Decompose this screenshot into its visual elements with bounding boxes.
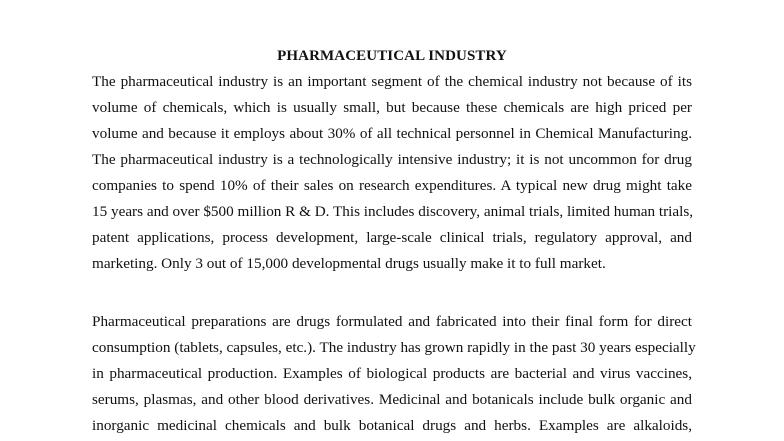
- paragraph-1-line-1: The pharmaceutical industry is an important segment of the chemical industry not because of its: [92, 73, 692, 90]
- paragraph-1-line-8: marketing. Only 3 out of 15,000 developmental drugs usually make it to full market.: [92, 255, 606, 272]
- paragraph-2-line-2: consumption (tablets, capsules, etc.). The industry has grown rapidly in the past 30 years especially: [92, 339, 696, 356]
- paragraph-2-line-3: in pharmaceutical production. Examples of biological products are bacterial and virus vaccines,: [92, 365, 692, 382]
- paragraph-1-line-7: patent applications, process development, large-scale clinical trials, regulatory approval, and: [92, 229, 692, 246]
- paragraph-2-line-1: Pharmaceutical preparations are drugs formulated and fabricated into their final form for direct: [92, 313, 692, 330]
- paragraph-1-line-6: 15 years and over $500 million R & D. This includes discovery, animal trials, limited human trials,: [92, 203, 694, 220]
- paragraph-1-line-5: companies to spend 10% of their sales on research expenditures. A typical new drug might take: [92, 177, 692, 194]
- paragraph-1-line-4: The pharmaceutical industry is a technologically intensive industry; it is not uncommon for drug: [92, 151, 692, 168]
- document-title: PHARMACEUTICAL INDUSTRY: [277, 48, 507, 64]
- paragraph-1-line-2: volume of chemicals, which is usually small, but because these chemicals are high priced per: [92, 99, 692, 116]
- paragraph-2-line-5: inorganic medicinal chemicals and bulk botanical drugs and herbs. Examples are alkaloids,: [92, 417, 692, 434]
- paragraph-2-line-4: serums, plasmas, and other blood derivatives. Medicinal and botanicals include bulk organic and: [92, 391, 692, 408]
- paragraph-1-line-3: volume and because it employs about 30% of all technical personnel in Chemical Manufacturing.: [92, 125, 692, 142]
